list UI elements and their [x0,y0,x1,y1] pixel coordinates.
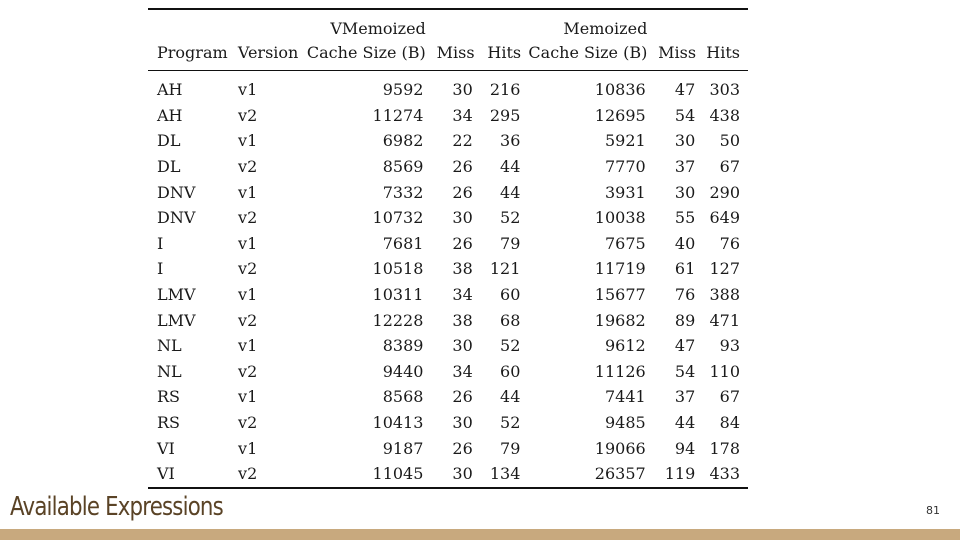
cell-version: v2 [238,464,258,484]
cell-memoized-miss: 40 [674,233,696,253]
cell-vmemoized-miss: 26 [452,182,473,202]
cell-program: LMV [157,310,196,330]
cell-memoized-cache-size: 26357 [594,464,646,484]
results-table-container [148,8,748,489]
column-header-vmemoized-cache-size: Cache Size (B) [306,42,426,62]
results-table [148,10,748,66]
cell-memoized-hits: 438 [709,105,740,125]
table-row [148,77,748,103]
cell-version: v1 [238,131,258,151]
cell-vmemoized-cache-size: 8389 [382,336,424,356]
cell-memoized-miss: 119 [664,464,696,484]
cell-memoized-hits: 110 [709,361,740,381]
cell-memoized-cache-size: 7675 [604,233,646,253]
cell-memoized-cache-size: 10038 [594,208,646,228]
cell-vmemoized-cache-size: 11045 [372,464,424,484]
cell-memoized-hits: 67 [719,387,740,407]
table-row [148,435,748,461]
cell-memoized-miss: 47 [674,80,696,100]
table-row [148,128,748,154]
cell-vmemoized-hits: 36 [500,131,521,151]
cell-memoized-hits: 84 [719,413,740,433]
cell-program: VI [157,464,175,484]
column-header-version: Version [237,42,299,62]
cell-program: AH [157,105,183,125]
cell-vmemoized-cache-size: 11274 [372,105,424,125]
cell-memoized-miss: 30 [674,182,696,202]
cell-program: DL [157,157,181,177]
cell-vmemoized-hits: 52 [500,336,521,356]
cell-vmemoized-cache-size: 7332 [382,182,424,202]
cell-vmemoized-hits: 121 [489,259,521,279]
cell-vmemoized-hits: 44 [500,157,521,177]
cell-memoized-hits: 178 [709,438,740,458]
cell-vmemoized-hits: 60 [500,361,521,381]
cell-vmemoized-hits: 52 [500,413,521,433]
cell-vmemoized-hits: 79 [500,438,521,458]
cell-memoized-hits: 433 [709,464,740,484]
cell-version: v2 [238,413,258,433]
table-bottom-rule [148,487,748,489]
memoized-group-header: Memoized [563,19,648,38]
table-row [148,154,748,180]
cell-version: v2 [238,105,258,125]
cell-memoized-hits: 649 [709,208,740,228]
cell-memoized-cache-size: 15677 [594,285,646,305]
cell-memoized-cache-size: 11126 [594,361,646,381]
cell-vmemoized-cache-size: 8568 [382,387,424,407]
cell-memoized-hits: 127 [709,259,740,279]
table-row [148,256,748,282]
cell-vmemoized-miss: 38 [452,259,473,279]
table-row [148,307,748,333]
cell-vmemoized-hits: 134 [489,464,521,484]
cell-program: RS [157,413,181,433]
cell-vmemoized-miss: 26 [452,233,473,253]
cell-memoized-miss: 37 [674,387,696,407]
group-header-row [148,10,748,38]
table-row [148,231,748,257]
cell-program: DNV [157,182,196,202]
cell-vmemoized-hits: 68 [500,310,521,330]
cell-version: v2 [238,361,258,381]
cell-memoized-miss: 30 [674,131,696,151]
column-header-memoized-miss: Miss [658,42,697,62]
cell-vmemoized-miss: 30 [452,413,473,433]
slide-number: 81 [926,504,940,517]
cell-memoized-miss: 47 [674,336,696,356]
cell-memoized-miss: 37 [674,157,696,177]
cell-vmemoized-miss: 30 [452,336,473,356]
cell-vmemoized-hits: 216 [489,80,521,100]
cell-memoized-hits: 67 [719,157,740,177]
cell-vmemoized-miss: 30 [452,208,473,228]
cell-vmemoized-hits: 60 [500,285,521,305]
cell-vmemoized-miss: 34 [452,105,473,125]
cell-vmemoized-miss: 26 [452,438,473,458]
cell-version: v2 [238,208,258,228]
cell-vmemoized-hits: 44 [500,182,521,202]
cell-memoized-cache-size: 7770 [604,157,646,177]
cell-version: v2 [238,157,258,177]
cell-memoized-miss: 44 [674,413,696,433]
column-header-memoized-cache-size: Cache Size (B) [528,42,648,62]
cell-program: NL [157,336,182,356]
cell-version: v2 [238,259,258,279]
cell-vmemoized-cache-size: 8569 [382,157,424,177]
footer-accent-bar [0,529,960,540]
column-header-vmemoized-hits: Hits [487,42,522,62]
cell-memoized-miss: 54 [674,105,696,125]
cell-memoized-cache-size: 11719 [594,259,646,279]
results-table-body [148,71,748,487]
cell-vmemoized-cache-size: 9440 [382,361,424,381]
cell-version: v1 [238,438,258,458]
cell-version: v2 [238,310,258,330]
cell-vmemoized-miss: 22 [452,131,473,151]
cell-memoized-cache-size: 19066 [594,438,646,458]
cell-memoized-cache-size: 5921 [604,131,646,151]
cell-version: v1 [238,80,258,100]
cell-memoized-miss: 54 [674,361,696,381]
cell-program: RS [157,387,181,407]
cell-vmemoized-hits: 79 [500,233,521,253]
table-row [148,103,748,129]
table-row [148,359,748,385]
cell-memoized-cache-size: 12695 [594,105,646,125]
cell-memoized-hits: 76 [719,233,740,253]
cell-version: v1 [238,336,258,356]
cell-memoized-cache-size: 10836 [594,80,646,100]
cell-program: NL [157,361,182,381]
cell-memoized-hits: 471 [709,310,740,330]
cell-vmemoized-miss: 26 [452,387,473,407]
cell-memoized-miss: 61 [674,259,696,279]
cell-vmemoized-cache-size: 9187 [382,438,424,458]
cell-program: I [157,233,164,253]
cell-memoized-cache-size: 19682 [594,310,646,330]
table-row [148,461,748,487]
table-row [148,179,748,205]
cell-memoized-cache-size: 9612 [604,336,646,356]
table-row [148,410,748,436]
cell-program: LMV [157,285,196,305]
cell-memoized-cache-size: 9485 [604,413,646,433]
cell-vmemoized-miss: 34 [452,285,473,305]
column-header-vmemoized-miss: Miss [436,42,475,62]
cell-memoized-miss: 89 [674,310,696,330]
cell-program: VI [157,438,175,458]
slide-title: Available Expressions [10,492,223,522]
cell-memoized-cache-size: 7441 [604,387,646,407]
cell-memoized-cache-size: 3931 [604,182,646,202]
cell-vmemoized-cache-size: 6982 [382,131,424,151]
cell-program: DNV [157,208,196,228]
cell-vmemoized-miss: 34 [452,361,473,381]
cell-vmemoized-cache-size: 12228 [372,310,424,330]
table-row [148,333,748,359]
cell-memoized-hits: 93 [719,336,740,356]
cell-vmemoized-cache-size: 9592 [382,80,424,100]
cell-vmemoized-miss: 26 [452,157,473,177]
table-row [148,205,748,231]
cell-memoized-miss: 55 [674,208,696,228]
cell-vmemoized-miss: 38 [452,310,473,330]
cell-vmemoized-cache-size: 10311 [372,285,424,305]
cell-program: DL [157,131,181,151]
vmemoized-group-header: VMemoized [330,19,426,38]
cell-memoized-miss: 94 [674,438,696,458]
cell-program: AH [157,80,183,100]
cell-vmemoized-cache-size: 7681 [382,233,424,253]
column-header-memoized-hits: Hits [706,42,740,62]
table-row [148,384,748,410]
cell-vmemoized-cache-size: 10413 [372,413,424,433]
cell-version: v1 [238,285,258,305]
cell-version: v1 [238,233,258,253]
cell-memoized-hits: 290 [709,182,740,202]
cell-memoized-miss: 76 [674,285,696,305]
cell-vmemoized-miss: 30 [452,464,473,484]
cell-memoized-hits: 50 [719,131,740,151]
cell-version: v1 [238,387,258,407]
cell-memoized-hits: 303 [709,80,740,100]
cell-vmemoized-hits: 295 [489,105,521,125]
column-header-program: Program [157,42,228,62]
cell-vmemoized-miss: 30 [452,80,473,100]
table-row [148,282,748,308]
cell-vmemoized-hits: 44 [500,387,521,407]
cell-vmemoized-hits: 52 [500,208,521,228]
cell-vmemoized-cache-size: 10732 [372,208,424,228]
cell-memoized-hits: 388 [709,285,740,305]
cell-program: I [157,259,164,279]
column-header-row [148,38,748,66]
cell-version: v1 [238,182,258,202]
cell-vmemoized-cache-size: 10518 [372,259,424,279]
